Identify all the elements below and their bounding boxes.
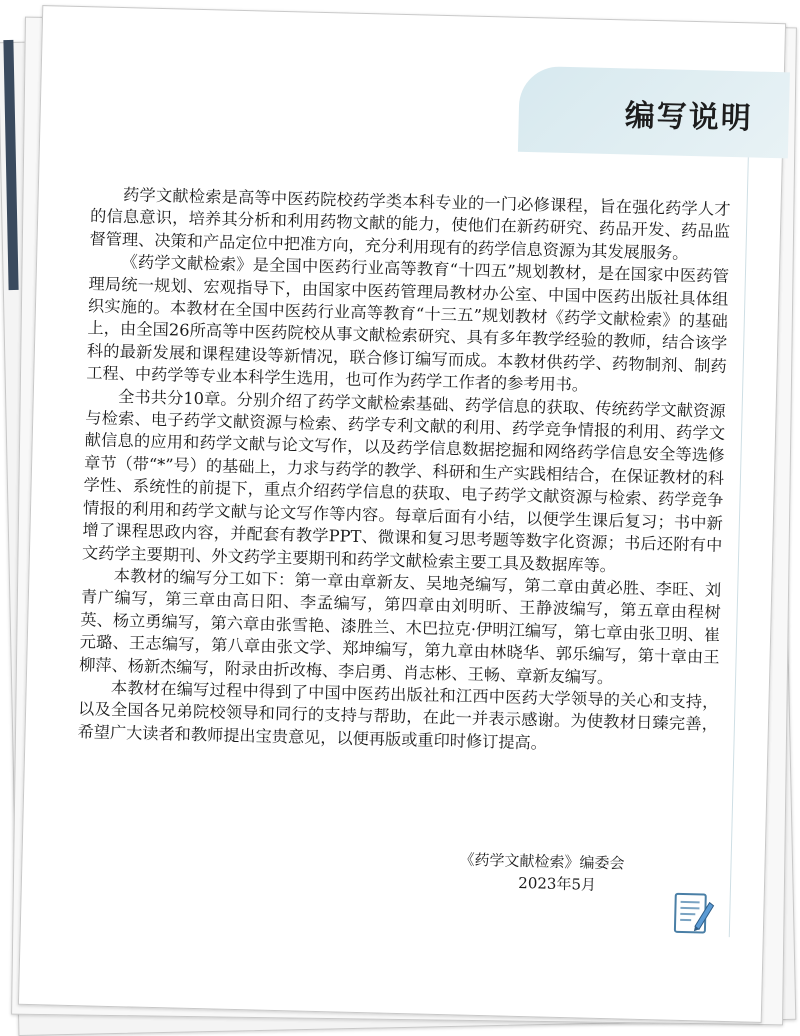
- paragraph: 药学文献检索是高等中医药院校药学类本科专业的一门必修课程，旨在强化药学人才的信息意识，培养其分析和利用药物文献的能力，使他们在新药研究、药品开发、药品监督管理、决策和产品定位中把准方向，充分利用现有的药学信息资源为其发展服务。: [89, 183, 730, 266]
- note-pencil-icon: [671, 888, 716, 939]
- paragraph: 《药学文献检索》是全国中医药行业高等教育“十四五”规划教材，是在国家中医药管理局统一规划、宏观指导下，由国家中医药管理局教材办公室、中国中医药出版社具体组织实施的。本教材在全国中医药行业高等教育“十三五”规划教材《药学文献检索》的基础上，由全国26所高等中医药院校从事文献检索研究、具有多年教学经验的教师，结合该学科的最新发展和课程建设等新情况，联合修订编写而成。本教材供药学、药物制剂、制药工程、中药学等专业本科学生选用，也可作为药学工作者的参考用书。: [86, 251, 729, 401]
- document-page: [18, 5, 786, 1023]
- signature-date: 2023年5月: [459, 871, 625, 897]
- signature-committee: 《药学文献检索》编委会: [459, 849, 625, 875]
- margin-rule: [729, 157, 749, 937]
- paragraph: 本教材在编写过程中得到了中国中医药出版社和江西中医药大学领导的关心和支持，以及全国各兄弟院校领导和同行的支持与帮助，在此一并表示感谢。为使教材日臻完善，希望广大读者和教师提出宝贵意见，以便再版或重印时修订提高。: [77, 676, 718, 759]
- signature-block: [459, 849, 625, 897]
- page-title: 编写说明: [624, 90, 753, 137]
- document-body: [77, 183, 730, 759]
- paragraph: 全书共分10章。分别介绍了药学文献检索基础、药学信息的获取、传统药学文献资源与检索、电子药学文献资源与检索、药学专利文献的利用、药学竞争情报的利用、药学文献信息的应用和药学文献与论文写作，以及药学信息数据挖掘和网络药学信息安全等选修章节（带“*”号）的基础上，力求与药学的教学、科研和生产实践相结合，在保证教材的科学性、系统性的前提下，重点介绍药学信息的获取、电子药学文献资源与检索、药学竞争情报的利用和药学文献与论文写作等内容。每章后面有小结，以便学生课后复习；书中新增了课程思政内容，并配套有教学PPT、微课和复习思考题等数字化资源；书后还附有中文药学主要期刊、外文药学主要期刊和药学文献检索主要工具及数据库等。: [82, 385, 726, 580]
- paragraph: 本教材的编写分工如下：第一章由章新友、吴地尧编写，第二章由黄必胜、李旺、刘青广编写，第三章由高日阳、李孟编写，第四章由刘明昕、王静波编写，第五章由程树英、杨立勇编写，第六章由张雪艳、漆胜兰、木巴拉克·伊明江编写，第七章由张卫明、崔元璐、王志编写，第八章由张文学、郑坤编写，第九章由林晓华、郭乐编写，第十章由王柳萍、杨新杰编写，附录由折改梅、李启勇、肖志彬、王畅、章新友编写。: [79, 564, 722, 692]
